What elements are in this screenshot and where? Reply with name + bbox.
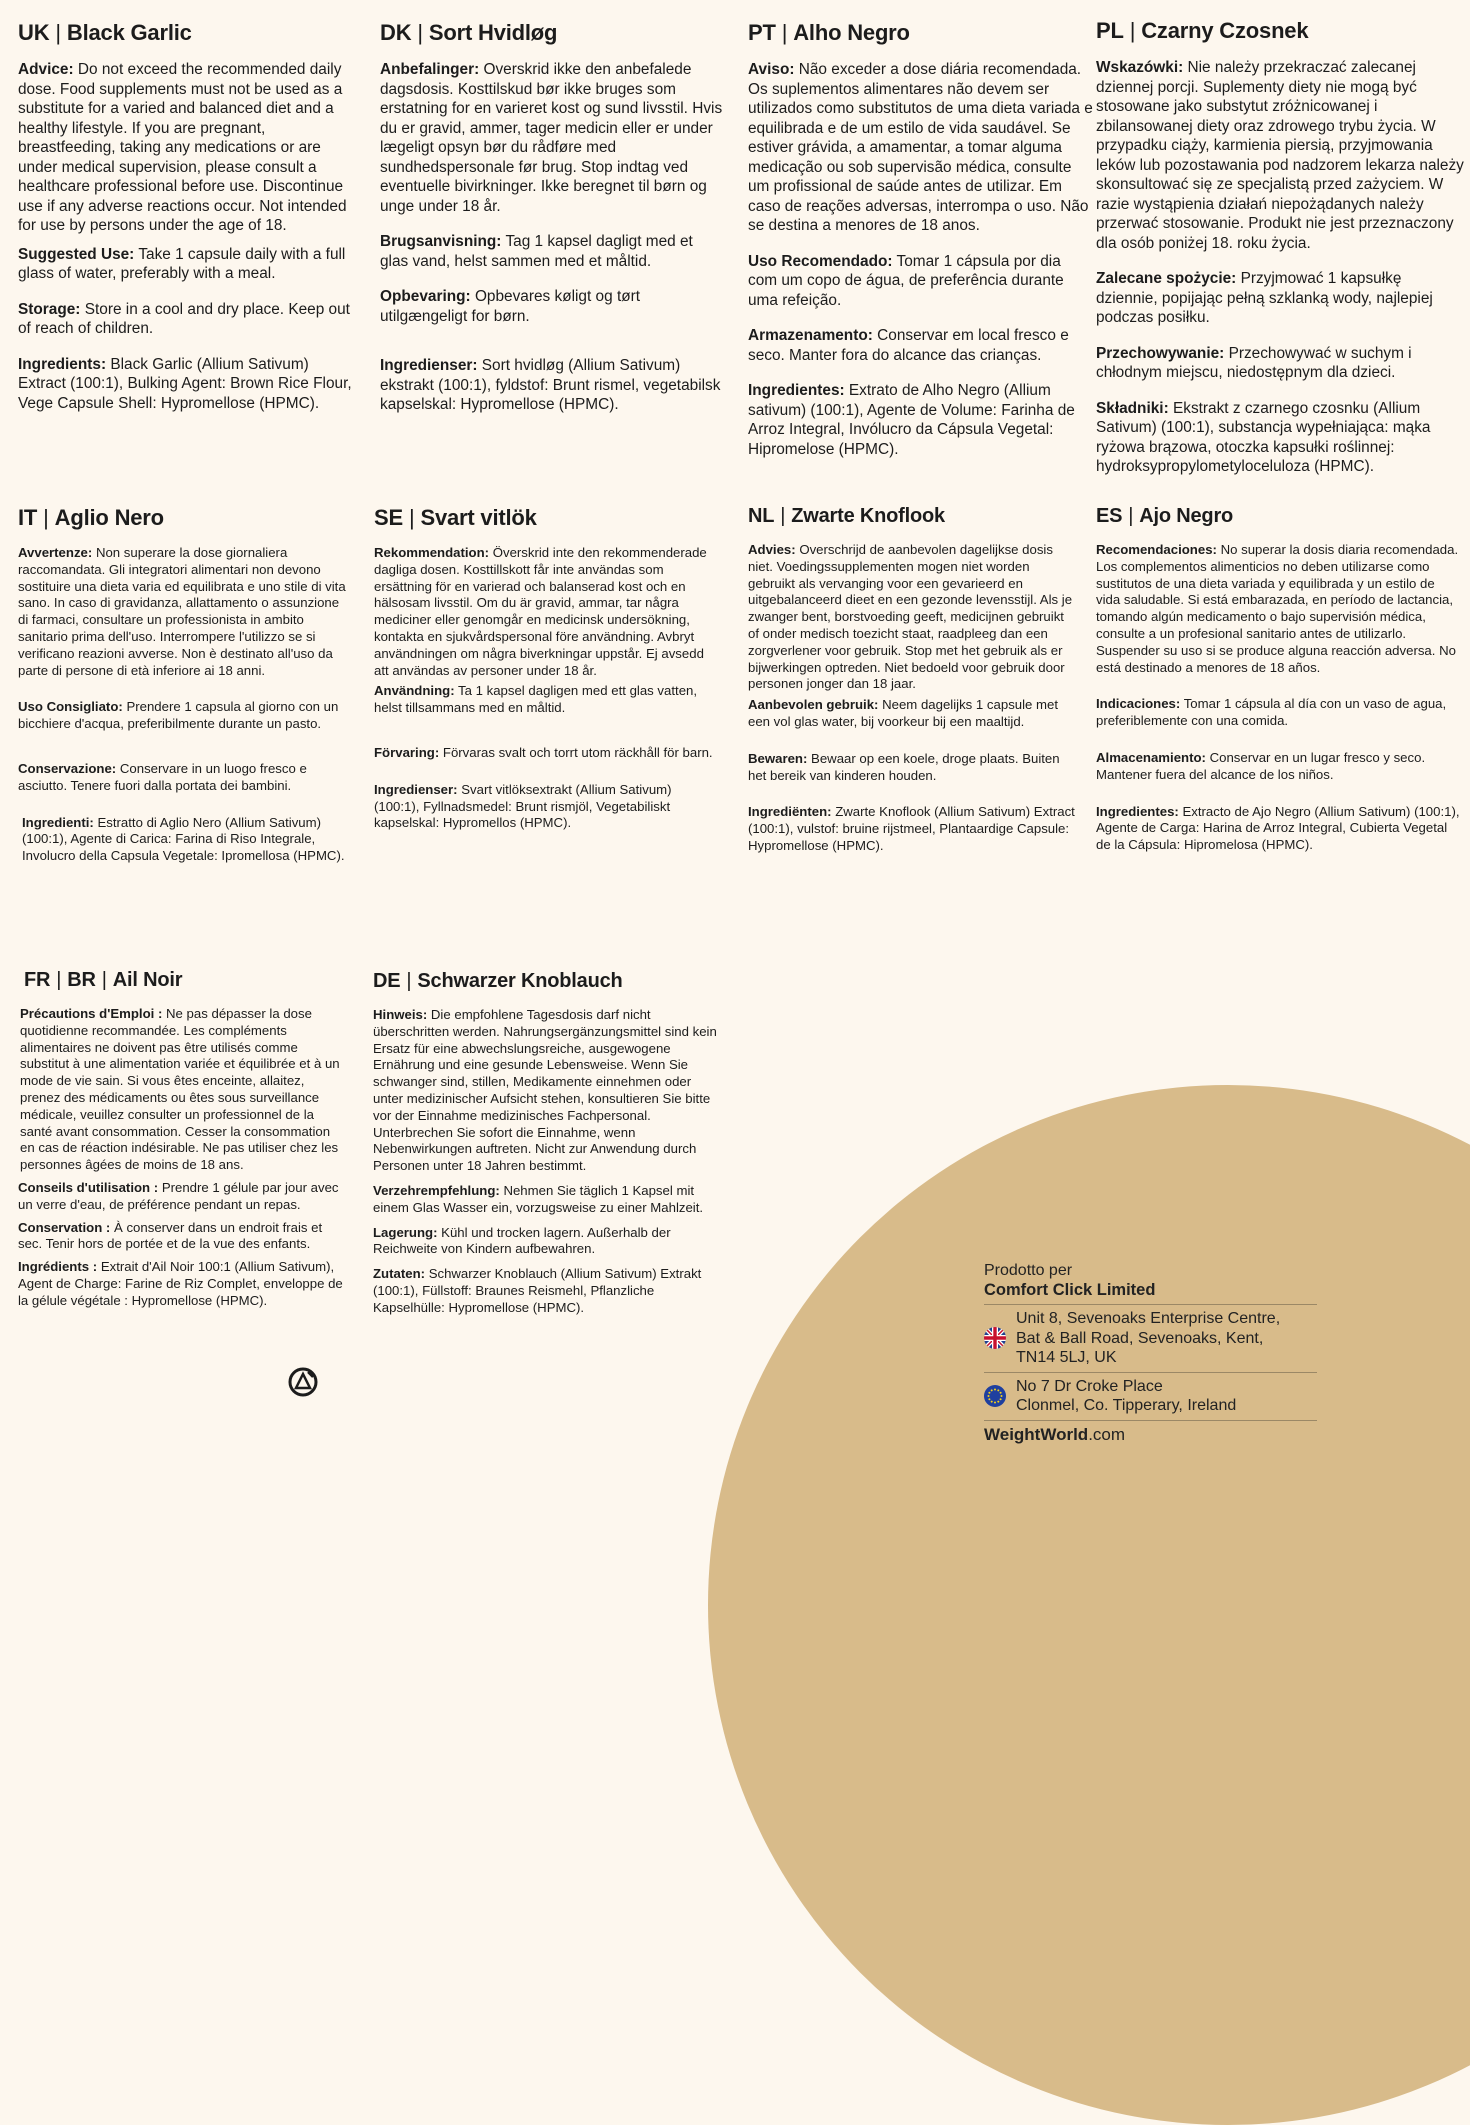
usage-paragraph: Suggested Use: Take 1 capsule daily with a full glass of water, preferably with a meal. <box>18 245 346 282</box>
section-heading: DE | Schwarzer Knoblauch <box>373 970 623 992</box>
usage-paragraph: Användning: Ta 1 kapsel dagligen med ett glas vatten, helst tillsammans med en måltid. <box>374 683 698 716</box>
section-heading: DK | Sort Hvidløg <box>380 20 558 45</box>
usage-paragraph: Zalecane spożycie: Przyjmować 1 kapsułkę dziennie, popijając pełną szklanką wody, najlepiej podczas posiłku. <box>1096 270 1433 326</box>
storage-paragraph: Armazenamento: Conservar em local fresco e seco. Manter fora do alcance das crianças. <box>748 327 1069 364</box>
usage-paragraph: Uso Recomendado: Tomar 1 cápsula por dia com um copo de água, de preferência durante uma refeição. <box>748 252 1064 309</box>
ingredients-paragraph: Ingredientes: Extracto de Ajo Negro (Allium Sativum) (100:1), Agente de Carga: Harina de Arroz Integral, Cubierta Vegetal de la Cápsula: Hipromelosa (HPMC). <box>1096 803 1460 853</box>
ingredients-paragraph: Zutaten: Schwarzer Knoblauch (Allium Sativum) Extrakt (100:1), Füllstoff: Braunes Reismehl, Pflanzliche Kapselhülle: Hypromellose (HPMC). <box>373 1266 702 1315</box>
ingredients-paragraph: Ingredientes: Extrato de Alho Negro (Allium sativum) (100:1), Agente de Volume: Farinha de Arroz Integral, Invólucro da Cápsula Vegetal: Hipromelose (HPMC). <box>748 382 1075 458</box>
advice-paragraph: Rekommendation: Överskrid inte den rekommenderade dagliga dosen. Kosttillskott får inte användas som ersättning för en varierad och balanserad kost och en hälsosam livsstil. Om du är gravid, ammar, tar några mediciner eller genomgår en medicinsk undersökning, kontakta en sjukvårdspersonal före användning. Avbryt användningen om några biverkningar uppstår. Ej avsedd att användas av personer under 18 år. <box>374 545 707 678</box>
ingredients-paragraph: Ingrédients : Extrait d'Ail Noir 100:1 (Allium Sativum), Agent de Charge: Farine de Riz Complet, enveloppe de la gélule végétale : Hypromellose (HPMC). <box>18 1259 343 1308</box>
made-by-label: Prodotto per <box>984 1262 1073 1279</box>
ingredients-paragraph: Ingrediënten: Zwarte Knoflook (Allium Sativum) Extract (100:1), vulstof: bruine rijstmeel, Plantaardige Capsule: Hypromellose (HPMC). <box>748 804 1075 853</box>
storage-paragraph: Bewaren: Bewaar op een koele, droge plaats. Buiten het bereik van kinderen houden. <box>748 750 1060 783</box>
storage-paragraph: Przechowywanie: Przechowywać w suchym i chłodnym miejscu, niedostępnym dla dzieci. <box>1096 344 1412 381</box>
section-heading: IT | Aglio Nero <box>18 505 164 530</box>
advice-paragraph: Avvertenze: Non superare la dose giornaliera raccomandata. Gli integratori alimentari non devono sostituire una dieta varia ed equilibrata e uno stile di vita sano. In caso di gravidanza, allattamento o assunzione di farmaci, consultare un professionista in ambito sanitario prima dell'uso. Interrompere l'utilizzo se si verificano reazioni avverse. Non è destinato all'uso da parte di persone di età inferiore ai 18 anni. <box>18 545 346 678</box>
uk-flag-icon <box>984 1327 1006 1349</box>
advice-paragraph: Wskazówki: Nie należy przekraczać zalecanej dziennej porcji. Suplementy diety nie mogą być stosowane jako substytut zróżnicowanej i zbilansowanej diety oraz zdrowego trybu życia. W przypadku ciąży, karmienia piersią, przyjmowania leków lub pozostawania pod nadzorem lekarza należy skonsultować się ze specjalistą przed zażyciem. W razie wystąpienia działań niepożądanych należy przerwać stosowanie. Produkt nie jest przeznaczony dla osób poniżej 18. roku życia. <box>1096 59 1464 252</box>
section-dk <box>380 20 725 424</box>
advice-paragraph: Anbefalinger: Overskrid ikke den anbefalede dagsdosis. Kosttilskud bør ikke bruges som erstatning for en varieret kost og sund livsstil. Hvis du er gravid, ammer, tager medicin eller er under lægeligt opsyn bør du rådføre med sundhedspersonale før brug. Stop indtag ved eventuelle bivirkninger. Ikke beregnet til børn og unge under 18 år. <box>380 61 723 215</box>
usage-paragraph: Brugsanvisning: Tag 1 kapsel dagligt med et glas vand, helst sammen med et måltid. <box>380 233 693 270</box>
storage-paragraph: Conservation : À conserver dans un endroit frais et sec. Tenir hors de portée et de la vue des enfants. <box>18 1219 323 1252</box>
eu-address-row <box>984 1372 1317 1420</box>
section-heading: PL | Czarny Czosnek <box>1096 18 1309 43</box>
storage-paragraph: Conservazione: Conservare in un luogo fresco e asciutto. Tenere fuori dalla portata dei bambini. <box>18 760 307 793</box>
section-fr-br <box>18 969 348 1320</box>
section-pl <box>1096 18 1464 486</box>
advice-paragraph: Aviso: Não exceder a dose diária recomendada. Os suplementos alimentares não devem ser utilizados como substitutos de uma dieta variada e equilibrada e de um estilo de vida saudável. Se estiver grávida, a amamentar, a tomar alguma medicação ou sob supervisão médica, consulte um profissional de saúde antes de utilizar. Em caso de reações adversas, interrompa o uso. Não se destina a menores de 18 anos. <box>748 61 1093 234</box>
storage-paragraph: Lagerung: Kühl und trocken lagern. Außerhalb der Reichweite von Kindern aufbewahren. <box>373 1224 671 1257</box>
usage-paragraph: Uso Consigliato: Prendere 1 capsula al giorno con un bicchiere d'acqua, preferibilmente durante un pasto. <box>18 699 339 732</box>
eu-address: No 7 Dr Croke Place Clonmel, Co. Tipperary, Ireland <box>1016 1377 1237 1414</box>
storage-paragraph: Storage: Store in a cool and dry place. Keep out of reach of children. <box>18 300 350 337</box>
advice-paragraph: Précautions d'Emploi : Ne pas dépasser la dose quotidienne recommandée. Les compléments alimentaires ne doivent pas être utilisés comme substitut à une alimentation variée et équilibrée et à un mode de vie sain. Si vous êtes enceinte, allaitez, prenez des médicaments ou êtes sous surveillance médicale, veuillez consulter un professionnel de la santé avant consommation. Cesser la consommation en cas de réaction indésirable. Ne pas utiliser chez les personnes âgées de moins de 18 ans. <box>20 1006 340 1173</box>
eu-flag-icon <box>984 1385 1006 1407</box>
ingredients-paragraph: Ingredienser: Svart vitlöksextrakt (Allium Sativum) (100:1), Fyllnadsmedel: Brunt rismjöl, Vegetabiliskt kapselskal: Hypromellos (HPMC). <box>374 781 672 831</box>
website-link[interactable]: WeightWorld.com <box>984 1420 1317 1445</box>
section-heading: SE | Svart vitlök <box>374 505 537 530</box>
uk-address: Unit 8, Sevenoaks Enterprise Centre, Bat & Ball Road, Sevenoaks, Kent, TN14 5LJ, UK <box>1016 1310 1281 1366</box>
usage-paragraph: Aanbevolen gebruik: Neem dagelijks 1 capsule met een vol glas water, bij voorkeur bij een maaltijd. <box>748 697 1059 729</box>
ingredients-paragraph: Ingredienser: Sort hvidløg (Allium Sativum) ekstrakt (100:1), fyldstof: Brunt rismel, vegetabilsk kapselskal: Hypromellose (HPMC). <box>380 357 721 413</box>
advice-paragraph: Hinweis: Die empfohlene Tagesdosis darf nicht überschritten werden. Nahrungsergänzungsmittel sind kein Ersatz für eine abwechslungsreiche, ausgewogene Ernährung und eine gesunde Lebensweise. Wenn Sie schwanger sind, stillen, Medikamente einnehmen oder unter medizinischer Aufsicht stehen, konsultieren Sie bitte vor der Einnahme medizinisches Fachpersonal. Unterbrechen Sie sofort die Einnahme, wenn Nebenwirkungen auftreten. Nicht zur Anwendung durch Personen unter 18 Jahren bestimmt. <box>373 1007 717 1174</box>
section-es <box>1096 505 1462 864</box>
recycle-symbol-icon <box>287 1366 319 1398</box>
section-heading: PT | Alho Negro <box>748 20 910 45</box>
ingredients-paragraph: Składniki: Ekstrakt z czarnego czosnku (Allium Sativum) (100:1), substancja wypełniająca: mąka ryżowa brązowa, otoczka kapsułki roślinnej: hydroksypropylometyloceluloza (HPMC). <box>1096 399 1431 475</box>
section-nl <box>748 505 1078 865</box>
usage-paragraph: Verzehrempfehlung: Nehmen Sie täglich 1 Kapsel mit einem Glas Wasser ein, vorzugsweise zu einer Mahlzeit. <box>373 1182 704 1215</box>
storage-paragraph: Förvaring: Förvaras svalt och torrt utom räckhåll för barn. <box>374 744 713 760</box>
decorative-circle <box>708 1085 1470 2125</box>
section-heading: FR | BR | Ail Noir <box>24 969 183 991</box>
advice-paragraph: Advice: Do not exceed the recommended daily dose. Food supplements must not be used as a substitute for a varied and balanced diet and a healthy lifestyle. If you are pregnant, breastfeeding, taking any medications or are under medical supervision, please consult a healthcare professional before use. Discontinue use if any adverse reactions occur. Not intended for use by persons under the age of 18. <box>18 61 347 234</box>
section-heading: NL | Zwarte Knoflook <box>748 505 945 527</box>
section-uk <box>18 20 358 422</box>
section-it <box>18 505 348 875</box>
storage-paragraph: Almacenamiento: Conservar en un lugar fresco y seco. Mantener fuera del alcance de los niños. <box>1096 749 1426 782</box>
storage-paragraph: Opbevaring: Opbevares køligt og tørt utilgængeligt for børn. <box>380 288 641 325</box>
company-name: Comfort Click Limited <box>984 1280 1156 1299</box>
section-heading: ES | Ajo Negro <box>1096 505 1234 527</box>
manufacturer-info <box>984 1261 1317 1444</box>
section-pt <box>748 20 1093 468</box>
section-de <box>373 970 721 1327</box>
uk-address-row <box>984 1304 1317 1372</box>
usage-paragraph: Indicaciones: Tomar 1 cápsula al día con un vaso de agua, preferiblemente con una comida. <box>1096 696 1447 729</box>
section-se <box>374 505 714 842</box>
usage-paragraph: Conseils d'utilisation : Prendre 1 gélule par jour avec un verre d'eau, de préférence pendant un repas. <box>18 1179 339 1212</box>
advice-paragraph: Advies: Overschrijd de aanbevolen dagelijkse dosis niet. Voedingssupplementen mogen niet worden gebruikt als vervanging voor een gevarieerd en uitgebalanceerd dieet en een gezonde levensstijl. Als je zwanger bent, borstvoeding geeft, medicijnen gebruikt of onder medisch toezicht staat, raadpleeg dan een zorgverlener voor gebruik. Stop met het gebruik als er bijwerkingen optreden. Niet bedoeld voor gebruik door personen jonger dan 18 jaar. <box>748 542 1073 692</box>
advice-paragraph: Recomendaciones: No superar la dosis diaria recomendada. Los complementos alimenticios no deben utilizarse como sustitutos de una dieta variada y equilibrada y un estilo de vida saludable. Si está embarazada, en período de lactancia, tomando algún medicamento o bajo supervisión médica, consulte a un profesional sanitario antes de utilizarlo. Suspender su uso si se produce alguna reacción adversa. No está destinado a menores de 18 años. <box>1096 542 1459 675</box>
section-heading: UK | Black Garlic <box>18 20 192 45</box>
ingredients-paragraph: Ingredients: Black Garlic (Allium Sativum) Extract (100:1), Bulking Agent: Brown Rice Flour, Vege Capsule Shell: Hypromellose (HPMC). <box>18 355 352 412</box>
ingredients-paragraph: Ingredienti: Estratto di Aglio Nero (Allium Sativum) (100:1), Agente di Carica: Farina di Riso Integrale, Involucro della Capsula Vegetale: Ipromellosa (HPMC). <box>22 814 345 864</box>
